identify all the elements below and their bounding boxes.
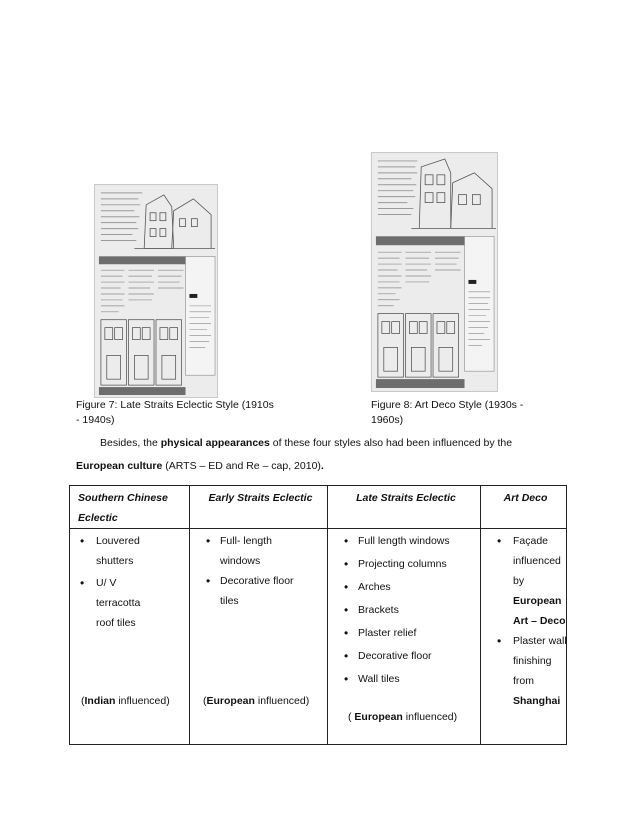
header-art-deco: Art Deco: [481, 486, 567, 529]
list-item: [206, 531, 315, 571]
list-item: [344, 669, 480, 689]
bullet-icon: •: [344, 534, 349, 548]
body-paragraph-line-1: [100, 436, 600, 450]
list-item-text: Full length windows: [358, 535, 450, 547]
paragraph-text: .: [320, 460, 324, 472]
note-text: (: [348, 711, 355, 723]
list-item-text: Plaster wall finishing from: [513, 635, 567, 687]
list-item-text: Projecting columns: [358, 558, 447, 570]
bullet-icon: •: [344, 603, 349, 617]
cell-late-straits-eclectic: [328, 529, 481, 745]
influence-note: [348, 711, 457, 723]
list-item: [344, 531, 480, 551]
list-item-text: Brackets: [358, 604, 399, 616]
bullet-icon: •: [344, 580, 349, 594]
list-item: [80, 531, 158, 571]
note-text: influenced): [254, 695, 310, 707]
note-emphasis: European: [354, 711, 403, 723]
list-item: [344, 577, 480, 597]
list-item: [497, 631, 567, 711]
list-item-text: Plaster relief: [358, 627, 417, 639]
paragraph-text: Besides, the: [100, 437, 161, 449]
list-item: [344, 623, 480, 643]
list-item: [344, 600, 480, 620]
bullet-icon: •: [206, 534, 211, 548]
list-item: [497, 531, 566, 631]
list-item-text: Decorative floor tiles: [220, 575, 294, 607]
bullet-icon: •: [497, 634, 502, 648]
list-item-emphasis: Shanghai: [513, 695, 561, 707]
list-item: [80, 573, 158, 633]
bullet-icon: •: [80, 576, 85, 590]
bullet-icon: •: [497, 534, 502, 548]
figure-8-caption: Figure 8: Art Deco Style (1930s - 1960s): [371, 399, 524, 426]
paragraph-text: (ARTS – ED and Re – cap, 2010): [162, 460, 321, 472]
figure-7-image: [94, 184, 218, 398]
influence-note: [203, 695, 309, 707]
bullet-icon: •: [206, 574, 211, 588]
header-early-straits-eclectic: Early Straits Eclectic: [190, 486, 328, 529]
header-late-straits-eclectic: Late Straits Eclectic: [328, 486, 481, 529]
list-item-text: Wall tiles: [358, 673, 400, 685]
note-text: influenced): [402, 711, 458, 723]
bullet-icon: •: [344, 672, 349, 686]
note-text: influenced): [115, 695, 170, 707]
table-row: [70, 529, 567, 745]
note-emphasis: Indian: [84, 695, 116, 707]
cell-art-deco: [481, 529, 567, 745]
list-item-text: Façade influenced by: [513, 535, 561, 587]
list-item: [344, 646, 480, 666]
list-item: [206, 571, 315, 611]
list-item-text: Louvered shutters: [96, 535, 140, 567]
influence-note: [81, 695, 170, 707]
note-text: (: [81, 695, 85, 707]
list-item-text: Arches: [358, 581, 391, 593]
bullet-icon: •: [344, 649, 349, 663]
bullet-icon: •: [344, 557, 349, 571]
paragraph-emphasis: physical appearances: [160, 437, 270, 449]
cell-southern-chinese-eclectic: [70, 529, 190, 745]
list-item-text: Full- length windows: [220, 535, 272, 567]
figure-7-caption: Figure 7: Late Straits Eclectic Style (1910s - 1940s): [76, 399, 274, 426]
note-emphasis: European: [206, 695, 255, 707]
list-item-text: U/ V terracotta roof tiles: [96, 577, 141, 629]
list-item-text: Decorative floor: [358, 650, 432, 662]
paragraph-text: of these four styles also had been influenced by the: [269, 437, 513, 449]
list-item-emphasis: European Art – Deco: [513, 595, 566, 627]
paragraph-emphasis: European culture: [76, 460, 163, 472]
list-item: [344, 554, 480, 574]
header-southern-chinese-eclectic: Southern Chinese Eclectic: [70, 486, 190, 529]
cell-early-straits-eclectic: [190, 529, 328, 745]
table-header-row: [70, 486, 567, 529]
figure-8-image: [371, 152, 498, 392]
styles-table: [69, 485, 567, 745]
bullet-icon: •: [80, 534, 85, 548]
bullet-icon: •: [344, 626, 349, 640]
body-paragraph-line-2: [76, 459, 576, 473]
note-text: (: [203, 695, 207, 707]
